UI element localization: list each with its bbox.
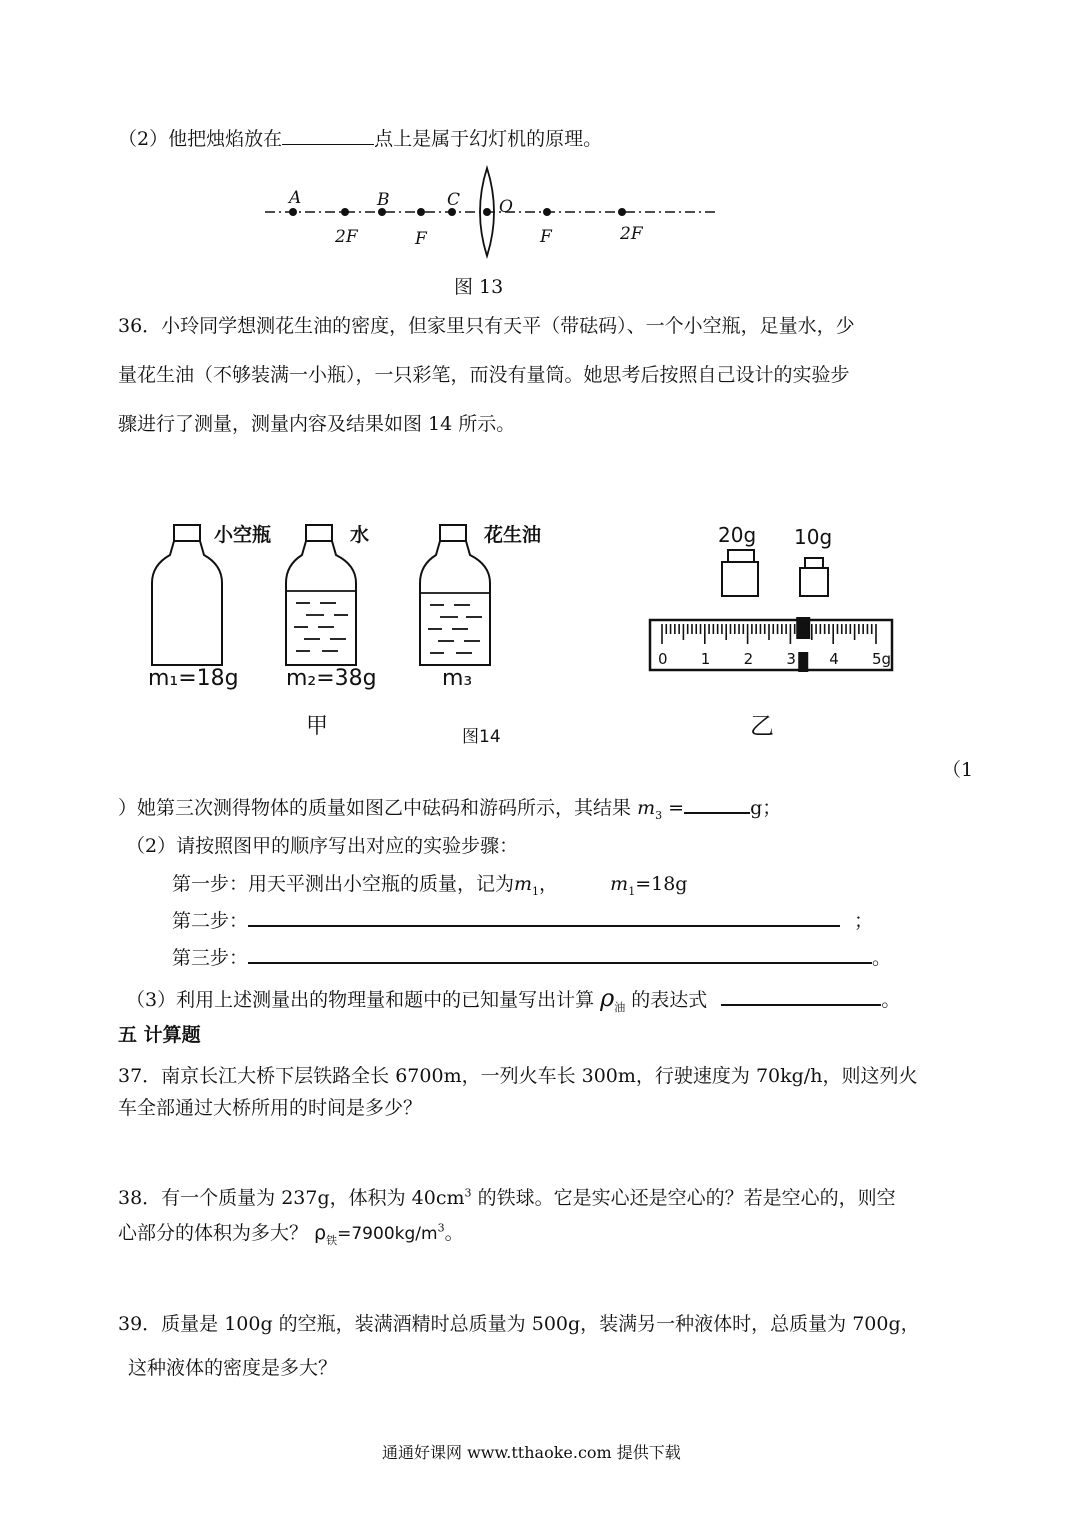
rho-symbol: ρ (600, 984, 615, 1012)
rider-icon (796, 617, 810, 639)
label-m3: m₃ (442, 666, 473, 691)
weight-20g-icon (722, 550, 758, 596)
iron-density-value: =7900kg/m (337, 1224, 438, 1244)
step-3-answer-blank[interactable] (248, 962, 872, 964)
label-a: A (289, 188, 302, 208)
label-jia: 甲 (306, 714, 329, 739)
var-m1-value-sub: 1 (628, 884, 636, 898)
q36-part3 (126, 984, 900, 1015)
var-m1-sub: 1 (532, 884, 540, 898)
q38-line2-a: 心部分的体积为多大？ (118, 1222, 309, 1244)
m3-answer-blank[interactable] (684, 812, 750, 814)
rho-iron-symbol: ρ (308, 1222, 327, 1244)
var-m1-value: m (610, 873, 629, 895)
figure-14-bottles (140, 515, 610, 745)
label-f-right: F (540, 227, 552, 247)
iron-density-sup: 3 (437, 1221, 445, 1235)
point-a (289, 208, 297, 216)
scale-tick-label: 2 (743, 650, 754, 668)
figure-14-caption: 图14 (462, 727, 501, 747)
label-empty-bottle: 小空瓶 (214, 524, 272, 546)
scale-ruler (650, 620, 892, 670)
q38-line1-b: 的铁球。它是实心还是空心的？若是空心的，则空 (471, 1187, 896, 1209)
step-1-text: 第一步：用天平测出小空瓶的质量，记为 (172, 873, 515, 895)
q36-line3: 骤进行了测量，测量内容及结果如图 14 所示。 (118, 413, 516, 435)
q36-line1: 36．小玲同学想测花生油的密度，但家里只有天平（带砝码）、一个小空瓶，足量水，少 (118, 315, 855, 337)
density-expression-blank[interactable] (721, 1004, 881, 1006)
q38-cm3-sup: 3 (464, 1186, 472, 1200)
step-3-label: 第三步： (172, 947, 249, 969)
q36-part1 (118, 793, 781, 822)
step-2-label: 第二步： (172, 910, 249, 932)
q36-part1-text: ）她第三次测得物体的质量如图乙中砝码和游码所示，其结果 (118, 797, 632, 819)
q36-part3-suffix: 的表达式 (631, 989, 708, 1011)
q35-part2-suffix: 点上是属于幻灯机的原理。 (374, 128, 603, 150)
q36-part3-prefix: （3）利用上述测量出的物理量和题中的已知量写出计算 (126, 989, 595, 1011)
scale-tick-label: 3 (786, 650, 796, 668)
q38-line1 (118, 1183, 896, 1210)
section-5-heading: 五 计算题 (118, 1024, 201, 1046)
label-f-left: F (415, 229, 427, 249)
q38-line2-end: 。 (444, 1222, 464, 1244)
scale-tick-label: 5g (872, 650, 892, 668)
q35-part2 (118, 124, 602, 151)
figure-13-lens-diagram (255, 160, 725, 260)
unit-g: g； (750, 797, 782, 819)
step-2-end: ； (854, 910, 874, 932)
scale-tick-label: 4 (829, 650, 839, 668)
q35-answer-blank[interactable] (282, 144, 374, 145)
label-peanut-oil: 花生油 (484, 524, 542, 546)
eq-sign: = (662, 797, 685, 819)
label-2f-left: 2F (335, 227, 358, 247)
label-o: O (499, 197, 513, 217)
q36-line2: 量花生油（不够装满一小瓶），一只彩笔，而没有量筒。她思考后按照自己设计的实验步 (118, 364, 850, 386)
step-1 (172, 869, 687, 898)
figure-13-caption: 图 13 (454, 276, 504, 298)
empty-bottle-icon (152, 525, 222, 665)
label-yi: 乙 (750, 712, 774, 740)
comma: ， (539, 873, 559, 895)
oil-bottle-icon (420, 525, 490, 665)
step-3 (172, 943, 891, 970)
step-2-answer-blank[interactable] (248, 925, 840, 927)
label-water: 水 (350, 524, 370, 546)
rider-lower-icon (798, 652, 808, 672)
point-2f-left (341, 208, 349, 216)
weight-10g-icon (800, 558, 828, 596)
scale-tick-label: 1 (700, 650, 711, 668)
m1-value: =18g (635, 873, 688, 895)
q37-line2: 车全部通过大桥所用的时间是多少？ (118, 1097, 423, 1119)
footer-text: 通通好课网 www.tthaoke.com 提供下载 (382, 1443, 681, 1462)
q37-line1: 37．南京长江大桥下层铁路全长 6700m，一列火车长 300m，行驶速度为 70kg/h，则这列火 (118, 1065, 918, 1087)
point-2f-right (618, 208, 626, 216)
q38-line2 (118, 1218, 464, 1248)
label-weight-20g: 20g (718, 523, 757, 547)
water-bottle-icon (286, 525, 356, 665)
point-f-left (417, 208, 425, 216)
q36-part3-end: 。 (881, 989, 901, 1011)
rho-iron-sub: 铁 (326, 1233, 338, 1247)
q36-part2: （2）请按照图甲的顺序写出对应的实验步骤： (126, 835, 519, 857)
var-m3: m (637, 797, 656, 819)
label-m1: m₁=18g (148, 666, 239, 691)
var-m1: m (514, 873, 533, 895)
q38-line1-a: 38．有一个质量为 237g，体积为 40cm (118, 1187, 465, 1209)
step-3-end: 。 (872, 947, 892, 969)
q36-part1-open: （1 (942, 759, 974, 781)
q39-line1: 39．质量是 100g 的空瓶，装满酒精时总质量为 500g，装满另一种液体时，总质量为 700g， (118, 1313, 920, 1335)
label-c: C (447, 190, 461, 210)
label-weight-10g: 10g (794, 525, 833, 549)
step-2 (172, 906, 873, 933)
scale-tick-label: 0 (658, 650, 668, 668)
var-m3-sub: 3 (655, 808, 663, 822)
label-m2: m₂=38g (286, 666, 377, 691)
q35-part2-prefix: （2）他把烛焰放在 (118, 128, 283, 150)
point-f-right (543, 208, 551, 216)
q39-line2: 这种液体的密度是多大？ (128, 1357, 338, 1379)
rho-oil-sub: 油 (614, 1000, 626, 1014)
figure-14-balance-scale (640, 520, 910, 750)
point-o (483, 208, 491, 216)
label-2f-right: 2F (620, 224, 643, 244)
label-b: B (377, 190, 390, 210)
